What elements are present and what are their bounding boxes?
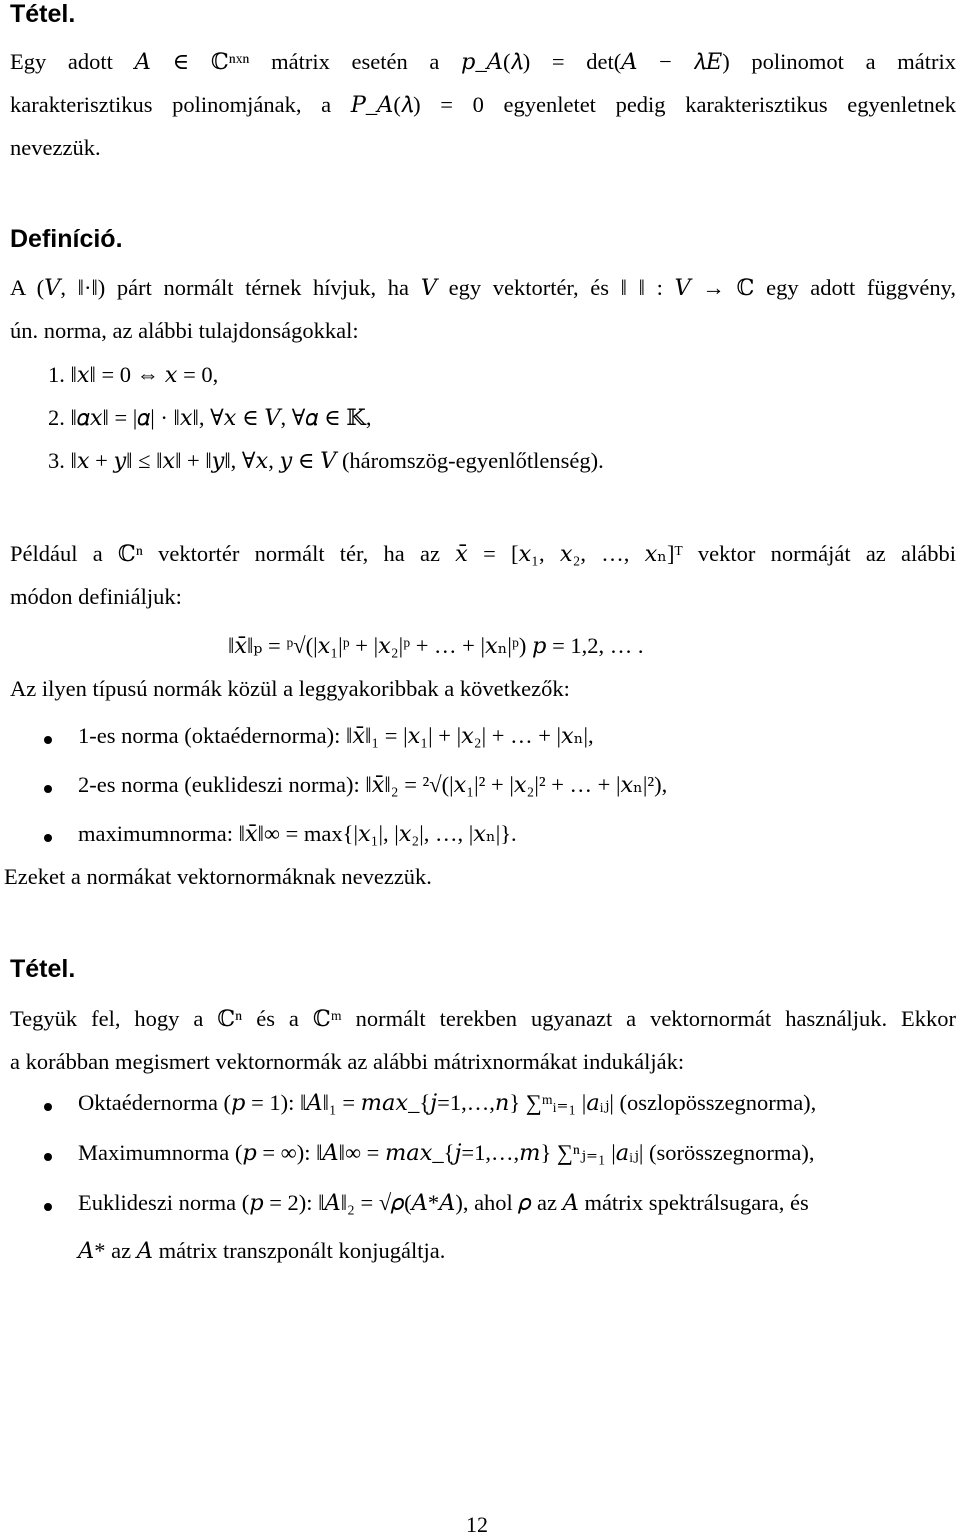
- maximum-norm-item: Maximumnorma (𝑝 = ∞): ‖𝐴‖∞ = 𝑚𝑎𝑥_{𝑗=1,…,𝑚} ∑ⁿⱼ₌₁ |𝑎ᵢⱼ| (sorösszegnorma),: [78, 1140, 815, 1165]
- text-line: nevezzük.: [10, 135, 101, 160]
- text-line: Például a ℂⁿ vektortér normált tér, ha az 𝑥̄ = [𝑥₁, 𝑥₂, …, 𝑥ₙ]ᵀ vektor normáját az alábbi: [10, 541, 956, 566]
- property-3: 3. ‖𝑥 + 𝑦‖ ≤ ‖𝑥‖ + ‖𝑦‖, ∀𝑥, 𝑦 ∈ 𝑉 (háromszög-egyenlőtlenség).: [48, 448, 604, 473]
- norm-2-item: 2-es norma (euklideszi norma): ‖𝑥̄‖₂ = ²√(|𝑥₁|² + |𝑥₂|² + … + |𝑥ₙ|²),: [78, 772, 668, 797]
- text-line: a korábban megismert vektornormák az alábbi mátrixnormákat indukálják:: [10, 1049, 685, 1074]
- vector-norms-note: Ezeket a normákat vektornormáknak nevezzük.: [4, 864, 432, 889]
- norm-1-item: 1-es norma (oktaédernorma): ‖𝑥̄‖₁ = |𝑥₁| + |𝑥₂| + … + |𝑥ₙ|,: [78, 723, 594, 748]
- theorem-heading: Tétel.: [10, 955, 76, 983]
- bullet-dot: [44, 834, 52, 842]
- text-line: Egy adott 𝐴 ∈ ℂⁿˣⁿ mátrix esetén a 𝑝_𝐴(𝜆) = det(𝐴 − 𝜆𝐸) polinomot a mátrix: [10, 49, 956, 74]
- euclidean-norm-item: Euklideszi norma (𝑝 = 2): ‖𝐴‖₂ = √𝜌(𝐴*𝐴), ahol 𝜌 az 𝐴 mátrix spektrálsugara, és: [78, 1190, 809, 1215]
- text-line: A (𝑉, ‖·‖) párt normált térnek hívjuk, ha 𝑉 egy vektortér, és ‖ ‖ : 𝑉 → ℂ egy adott függvény,: [10, 275, 956, 300]
- theorem-body: [10, 40, 956, 169]
- text-line: karakterisztikus polinomjának, a 𝑃_𝐴(𝜆) = 0 egyenletet pedig karakterisztikus egyenletnek: [10, 92, 956, 117]
- bullet-dot: [44, 736, 52, 744]
- p-norm-formula: ‖𝑥̄‖ₚ = ᵖ√(|𝑥₁|ᵖ + |𝑥₂|ᵖ + … + |𝑥ₙ|ᵖ) 𝑝 = 1,2, … .: [228, 633, 644, 658]
- example-body: [10, 532, 956, 618]
- theorem-heading: Tétel.: [10, 0, 76, 28]
- property-2: 2. ‖𝛼𝑥‖ = |𝛼| · ‖𝑥‖, ∀𝑥 ∈ 𝑉, ∀𝛼 ∈ 𝕂,: [48, 405, 372, 430]
- bullet-dot: [44, 1203, 52, 1211]
- bullet-dot: [44, 1153, 52, 1161]
- text-line: Tegyük fel, hogy a ℂⁿ és a ℂᵐ normált terekben ugyanazt a vektornormát használjuk. Ekkor: [10, 1006, 956, 1031]
- bullet-dot: [44, 1103, 52, 1111]
- octahedral-norm-item: Oktaédernorma (𝑝 = 1): ‖𝐴‖₁ = 𝑚𝑎𝑥_{𝑗=1,…,𝑛} ∑ᵐᵢ₌₁ |𝑎ᵢⱼ| (oszlopösszegnorma),: [78, 1090, 817, 1115]
- page-number: 12: [466, 1512, 488, 1537]
- max-norm-item: maximumnorma: ‖𝑥̄‖∞ = max{|𝑥₁|, |𝑥₂|, …, |𝑥ₙ|}.: [78, 821, 517, 846]
- text-line: módon definiáljuk:: [10, 584, 182, 609]
- definition-body: [10, 266, 956, 352]
- definition-heading: Definíció.: [10, 225, 123, 253]
- norms-intro: Az ilyen típusú normák közül a leggyakoribbak a következők:: [10, 676, 570, 701]
- euclidean-norm-continuation: 𝐴* az 𝐴 mátrix transzponált konjugáltja.: [78, 1238, 446, 1263]
- theorem-body: [10, 997, 956, 1083]
- property-1: 1. ‖𝑥‖ = 0 ⇔ 𝑥 = 0,: [48, 362, 219, 387]
- bullet-dot: [44, 785, 52, 793]
- text-line: ún. norma, az alábbi tulajdonságokkal:: [10, 318, 359, 343]
